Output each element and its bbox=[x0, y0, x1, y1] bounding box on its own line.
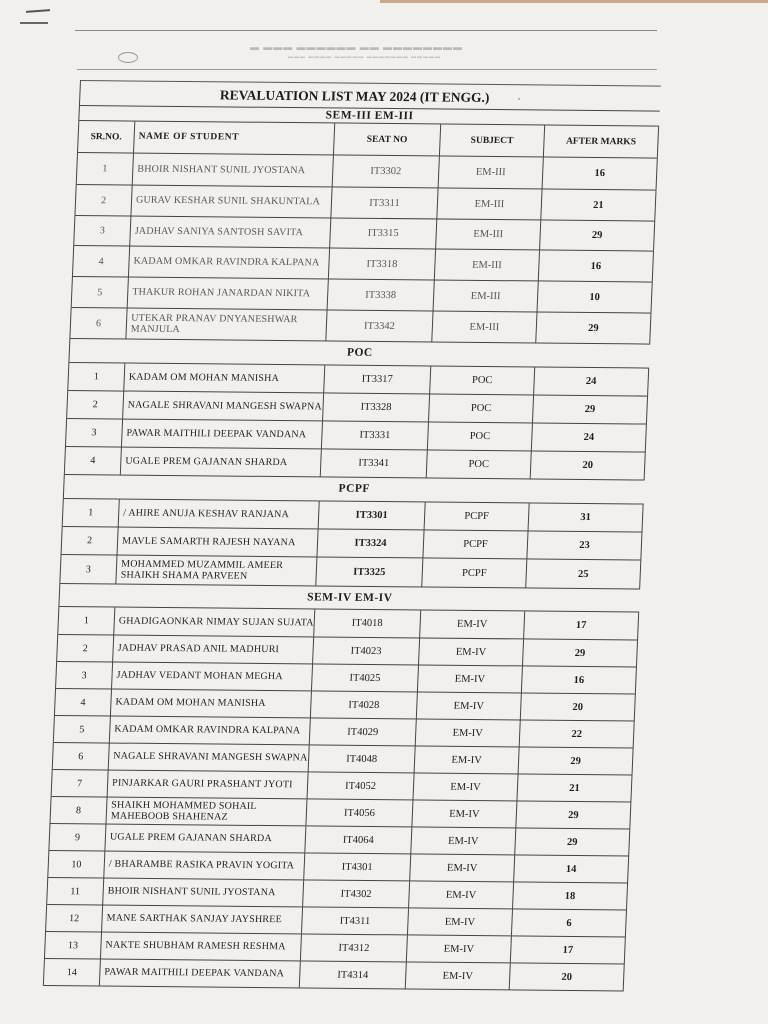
cell-subject: EM-III bbox=[436, 219, 541, 249]
col-header-seat: SEAT NO bbox=[334, 123, 441, 155]
cell-name: / BHARAMBE RASIKA PRAVIN YOGITA bbox=[104, 852, 305, 880]
cell-marks: 29 bbox=[519, 747, 634, 774]
table-row bbox=[63, 498, 644, 532]
cell-srno: 10 bbox=[48, 851, 105, 878]
table-row bbox=[68, 362, 649, 396]
cell-name: KADAM OM MOHAN MANISHA bbox=[124, 364, 325, 393]
section-heading: POC bbox=[69, 338, 650, 368]
cell-srno: 3 bbox=[60, 555, 117, 584]
cell-seat: IT3301 bbox=[319, 501, 426, 529]
table-row bbox=[48, 850, 629, 883]
cell-marks: 16 bbox=[539, 250, 654, 281]
cell-seat: IT3331 bbox=[322, 421, 429, 449]
cell-subject: EM-IV bbox=[407, 935, 512, 962]
cell-name: MOHAMMED MUZAMMIL AMEER SHAIKH SHAMA PARVEEN bbox=[116, 556, 317, 586]
table-row bbox=[77, 152, 658, 190]
section-heading: PCPF bbox=[64, 474, 645, 504]
cell-name: JADHAV SANIYA SANTOSH SAVITA bbox=[130, 217, 331, 248]
cell-seat: IT4052 bbox=[308, 772, 415, 799]
cell-marks: 22 bbox=[520, 720, 635, 747]
cell-subject: EM-IV bbox=[409, 881, 514, 908]
cell-name: SHAIKH MOHAMMED SOHAIL MAHEBOOB SHAHENAZ bbox=[106, 798, 307, 826]
faded-letterhead: ▬ ▬▬▬ ▬▬▬▬▬▬ ▬▬ ▬▬▬▬▬▬▬▬ bbox=[250, 42, 463, 52]
cell-seat: IT3328 bbox=[323, 393, 430, 421]
cell-marks: 29 bbox=[515, 828, 630, 855]
cell-srno: 5 bbox=[54, 716, 111, 743]
cell-srno: 4 bbox=[65, 447, 122, 475]
cell-subject: EM-IV bbox=[411, 827, 516, 854]
section-heading: SEM-III EM-III bbox=[79, 105, 659, 126]
cell-srno: 5 bbox=[72, 277, 129, 308]
cell-subject: PCPF bbox=[425, 502, 530, 530]
cell-seat: IT3325 bbox=[316, 557, 423, 586]
cell-marks: 31 bbox=[529, 503, 644, 531]
cell-seat: IT4048 bbox=[309, 745, 416, 772]
cell-subject: EM-IV bbox=[416, 719, 521, 746]
cell-srno: 2 bbox=[62, 527, 119, 555]
cell-seat: IT3317 bbox=[324, 365, 431, 393]
cell-marks: 20 bbox=[521, 693, 636, 720]
cell-seat: IT4302 bbox=[303, 880, 410, 907]
cell-subject: EM-IV bbox=[406, 962, 511, 989]
table-row bbox=[75, 184, 656, 221]
col-header-marks: AFTER MARKS bbox=[544, 125, 659, 157]
cell-name: UTEKAR PRANAV DNYANESHWAR MANJULA bbox=[126, 309, 327, 341]
cell-marks: 6 bbox=[512, 909, 627, 936]
cell-srno: 11 bbox=[47, 878, 104, 905]
cell-subject: PCPF bbox=[422, 558, 527, 587]
cell-seat: IT3302 bbox=[333, 155, 440, 187]
cell-marks: 14 bbox=[514, 855, 629, 882]
cell-srno: 6 bbox=[70, 308, 127, 339]
faded-letterhead-sub: ▬▬▬ ▬▬▬▬ ▬▬▬▬▬ ▬▬▬▬▬▬▬ ▬▬▬▬▬ bbox=[288, 55, 441, 60]
cell-srno: 3 bbox=[74, 216, 131, 246]
cell-srno: 7 bbox=[52, 770, 109, 797]
cell-subject: EM-IV bbox=[417, 692, 522, 719]
cell-name: PAWAR MAITHILI DEEPAK VANDANA bbox=[122, 420, 323, 449]
table-row bbox=[49, 823, 630, 856]
cell-subject: POC bbox=[429, 394, 534, 422]
table-row bbox=[52, 769, 633, 802]
cell-subject: EM-IV bbox=[418, 665, 523, 692]
cell-subject: POC bbox=[427, 450, 532, 478]
cell-seat: IT3342 bbox=[326, 310, 433, 341]
cell-seat: IT3311 bbox=[331, 187, 438, 218]
col-header-srno: SR.NO. bbox=[78, 121, 135, 153]
cell-subject: EM-IV bbox=[410, 854, 515, 881]
cell-name: UGALE PREM GAJANAN SHARDA bbox=[121, 448, 322, 477]
cell-name: UGALE PREM GAJANAN SHARDA bbox=[105, 825, 306, 853]
cell-name: THAKUR ROHAN JANARDAN NIKITA bbox=[128, 278, 329, 310]
cell-srno: 2 bbox=[67, 391, 124, 419]
cell-srno: 2 bbox=[57, 635, 114, 662]
cell-seat: IT3338 bbox=[328, 279, 435, 310]
cell-srno: 1 bbox=[77, 153, 134, 185]
table-row bbox=[72, 276, 653, 313]
cell-marks: 20 bbox=[531, 451, 646, 479]
cell-srno: 6 bbox=[53, 743, 110, 770]
cell-marks: 29 bbox=[516, 801, 631, 828]
cell-marks: 23 bbox=[527, 531, 642, 559]
cell-subject: EM-III bbox=[434, 280, 539, 311]
table-row bbox=[74, 215, 655, 251]
cell-seat: IT3324 bbox=[317, 529, 424, 557]
cell-marks: 10 bbox=[538, 281, 653, 312]
cell-subject: EM-III bbox=[439, 156, 544, 188]
cell-marks: 24 bbox=[534, 367, 649, 395]
section-heading: SEM-IV EM-IV bbox=[59, 583, 640, 612]
cell-name: KADAM OM MOHAN MANISHA bbox=[111, 690, 312, 718]
cell-srno: 4 bbox=[55, 689, 112, 716]
cell-srno: 9 bbox=[49, 824, 106, 851]
pen-mark bbox=[20, 22, 48, 24]
cell-subject: EM-IV bbox=[414, 773, 519, 800]
cell-seat: IT4314 bbox=[300, 961, 407, 988]
cell-seat: IT3318 bbox=[329, 248, 436, 279]
table-header-row bbox=[78, 120, 659, 158]
cell-name: JADHAV VEDANT MOHAN MEGHA bbox=[112, 663, 313, 691]
cell-srno: 4 bbox=[73, 246, 130, 277]
cell-seat: IT3341 bbox=[321, 449, 428, 477]
cell-marks: 20 bbox=[510, 963, 625, 990]
cell-srno: 8 bbox=[51, 797, 108, 824]
cell-subject: EM-III bbox=[435, 249, 540, 280]
table-title-row: REVALUATION LIST MAY 2024 (IT ENGG.) · bbox=[80, 80, 661, 111]
cell-marks: 16 bbox=[543, 157, 658, 189]
cell-name: GHADIGAONKAR NIMAY SUJAN SUJATA bbox=[114, 608, 315, 637]
table-row bbox=[56, 661, 637, 694]
cell-name: KADAM OMKAR RAVINDRA KALPANA bbox=[129, 247, 330, 279]
cell-subject: EM-III bbox=[432, 311, 537, 342]
cell-name: KADAM OMKAR RAVINDRA KALPANA bbox=[110, 717, 311, 745]
header-rule bbox=[77, 69, 657, 70]
cell-srno: 3 bbox=[56, 662, 113, 689]
cell-marks: 21 bbox=[517, 774, 632, 801]
paper-edge bbox=[380, 0, 768, 3]
revaluation-table bbox=[43, 80, 661, 992]
cell-marks: 17 bbox=[511, 936, 626, 963]
cell-srno: 3 bbox=[66, 419, 123, 447]
document-title: REVALUATION LIST MAY 2024 (IT ENGG.) bbox=[219, 87, 490, 105]
table-row bbox=[73, 245, 654, 282]
cell-seat: IT4056 bbox=[306, 799, 413, 826]
cell-seat: IT4018 bbox=[314, 609, 421, 637]
cell-name: MAVLE SAMARTH RAJESH NAYANA bbox=[118, 528, 319, 557]
table-row bbox=[60, 554, 641, 589]
table-row bbox=[67, 390, 648, 424]
cell-subject: POC bbox=[430, 366, 535, 394]
cell-name: PAWAR MAITHILI DEEPAK VANDANA bbox=[100, 960, 301, 988]
cell-name: NAKTE SHUBHAM RAMESH RESHMA bbox=[101, 933, 302, 961]
table-row bbox=[66, 418, 647, 452]
cell-subject: POC bbox=[428, 422, 533, 450]
cell-name: GURAV KESHAR SUNIL SHAKUNTALA bbox=[131, 186, 332, 218]
cell-srno: 14 bbox=[44, 959, 101, 986]
cell-subject: EM-IV bbox=[420, 610, 525, 638]
table-row bbox=[47, 877, 628, 910]
cell-marks: 29 bbox=[533, 395, 648, 423]
cell-srno: 1 bbox=[63, 499, 120, 527]
cell-name: / AHIRE ANUJA KESHAV RANJANA bbox=[119, 500, 320, 529]
header-rule bbox=[75, 30, 657, 31]
cell-name: BHOIR NISHANT SUNIL JYOSTANA bbox=[133, 154, 334, 187]
cell-seat: IT4301 bbox=[304, 853, 411, 880]
cell-marks: 18 bbox=[513, 882, 628, 909]
table-row bbox=[44, 958, 625, 992]
cell-name: MANE SARTHAK SANJAY JAYSHREE bbox=[102, 906, 303, 934]
col-header-name: NAME OF STUDENT bbox=[134, 122, 335, 155]
cell-seat: IT3315 bbox=[330, 218, 437, 248]
cell-srno: 13 bbox=[45, 932, 102, 959]
cell-subject: PCPF bbox=[423, 530, 528, 558]
cell-marks: 21 bbox=[541, 189, 656, 220]
cell-srno: 1 bbox=[58, 607, 115, 635]
cell-subject: EM-IV bbox=[412, 800, 517, 827]
table-body bbox=[44, 152, 658, 992]
cell-subject: EM-IV bbox=[419, 638, 524, 665]
table-row bbox=[53, 742, 634, 775]
table-row bbox=[55, 688, 636, 721]
cell-seat: IT4023 bbox=[313, 637, 420, 664]
table-row bbox=[45, 931, 626, 964]
table-row bbox=[46, 904, 627, 937]
table-row bbox=[54, 715, 635, 748]
cell-srno: 2 bbox=[75, 185, 132, 216]
cell-marks: 17 bbox=[524, 611, 639, 639]
cell-name: JADHAV PRASAD ANIL MADHURI bbox=[113, 636, 314, 664]
table-row bbox=[65, 446, 646, 480]
table-row bbox=[57, 634, 638, 667]
cell-marks: 29 bbox=[536, 312, 651, 343]
college-logo-icon bbox=[118, 52, 138, 63]
cell-marks: 29 bbox=[523, 639, 638, 666]
cell-subject: EM-IV bbox=[415, 746, 520, 773]
table-row bbox=[70, 307, 651, 344]
cell-subject: EM-III bbox=[437, 188, 542, 219]
cell-marks: 24 bbox=[532, 423, 647, 451]
cell-marks: 16 bbox=[522, 666, 637, 693]
cell-name: NAGALE SHRAVANI MANGESH SWAPNA bbox=[109, 744, 310, 772]
cell-srno: 1 bbox=[68, 363, 125, 391]
table-row bbox=[58, 606, 639, 640]
pen-mark bbox=[26, 9, 50, 13]
col-header-subject: SUBJECT bbox=[440, 124, 545, 156]
cell-seat: IT4064 bbox=[305, 826, 412, 853]
cell-srno: 12 bbox=[46, 905, 103, 932]
cell-seat: IT4025 bbox=[312, 664, 419, 691]
table-row bbox=[51, 796, 632, 829]
table-row bbox=[62, 526, 643, 560]
cell-name: BHOIR NISHANT SUNIL JYOSTANA bbox=[103, 879, 304, 907]
cell-name: NAGALE SHRAVANI MANGESH SWAPNA bbox=[123, 392, 324, 421]
cell-seat: IT4028 bbox=[311, 691, 418, 718]
cell-seat: IT4029 bbox=[310, 718, 417, 745]
cell-seat: IT4311 bbox=[302, 907, 409, 934]
cell-marks: 25 bbox=[526, 559, 641, 588]
cell-seat: IT4312 bbox=[301, 934, 408, 961]
cell-subject: EM-IV bbox=[408, 908, 513, 935]
cell-name: PINJARKAR GAURI PRASHANT JYOTI bbox=[108, 771, 309, 799]
cell-marks: 29 bbox=[540, 220, 655, 250]
